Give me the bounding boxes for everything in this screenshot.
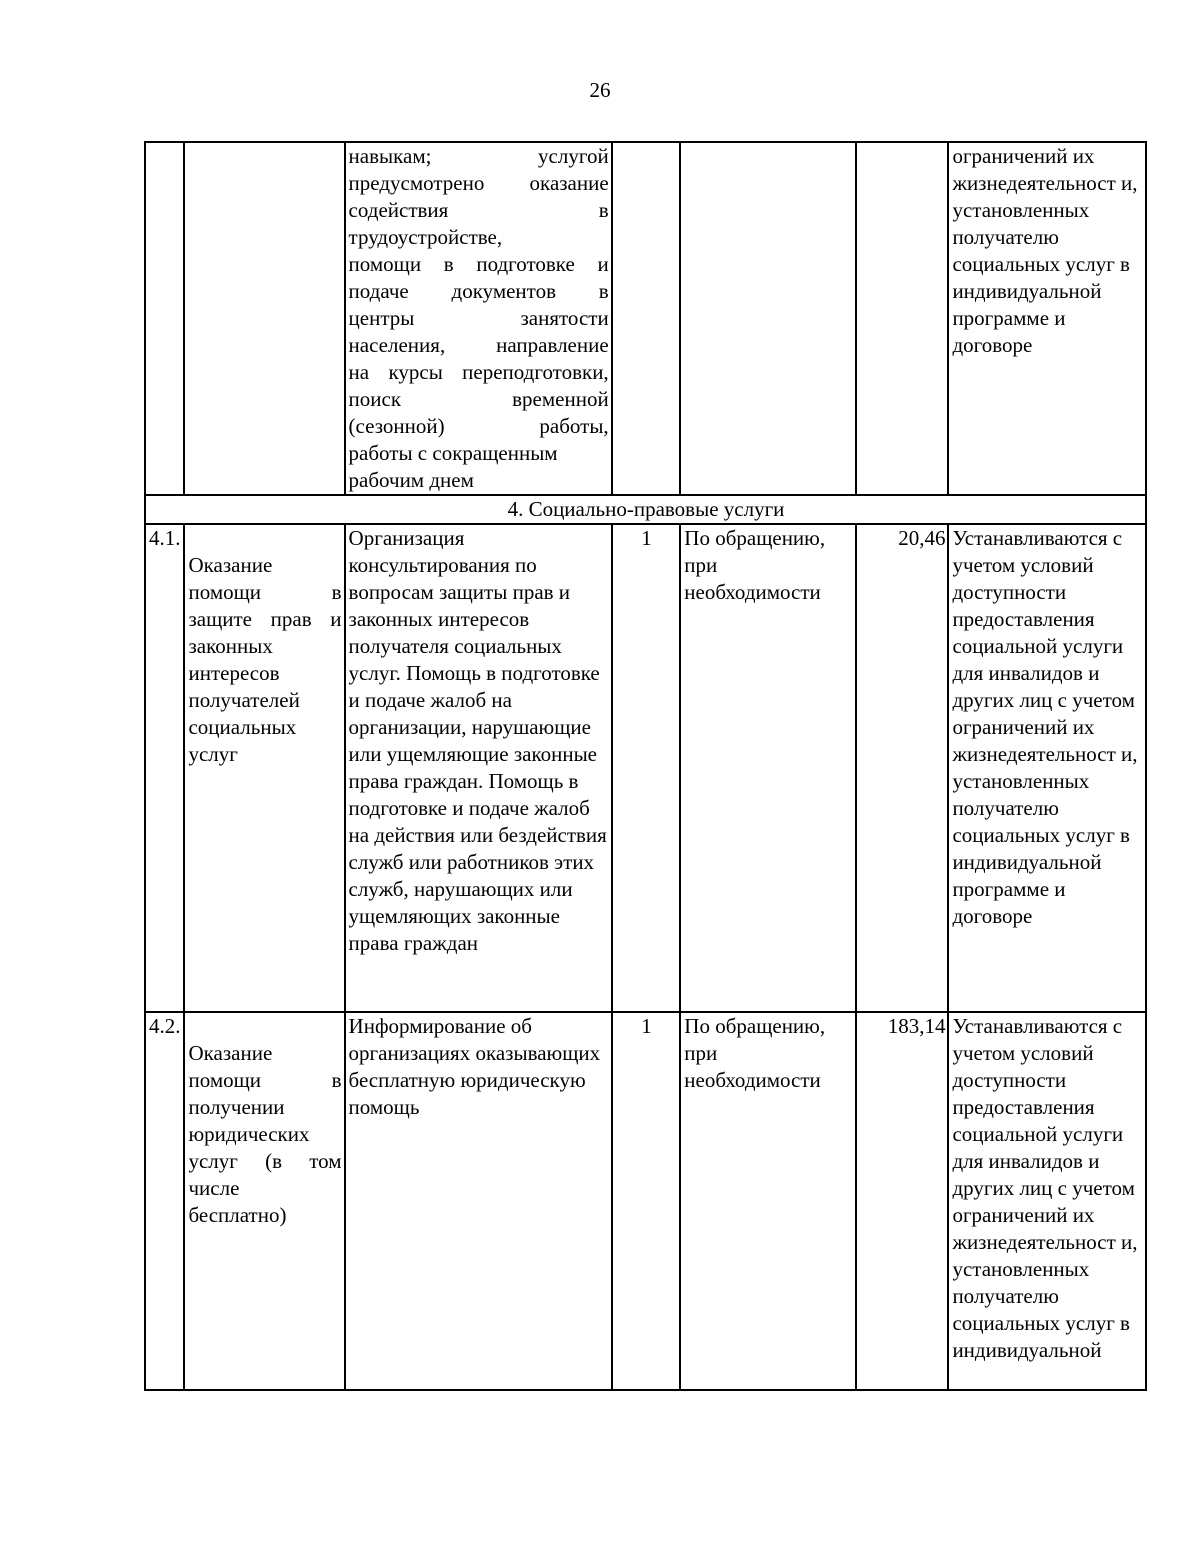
table-row [145,524,1146,1012]
cell-price [856,142,949,495]
cell-price: 20,46 [856,524,949,1012]
table-row-continuation [145,142,1146,495]
cell-volume [612,142,681,495]
cell-volume: 1 [612,524,681,1012]
cell-periodicity: По обращению, при необходимости [680,524,856,1012]
service-name: Оказание помощи в защите прав и законных интересов получателей социальных услуг [188,553,342,766]
section-header-row [145,495,1146,524]
cell-name [184,524,344,1012]
description-line: на курсы переподготовки, [348,360,609,384]
cell-description: Организация консультирования по вопросам защиты прав и законных интересов получателя социальных услуг. Помощь в подготовке и подаче жалоб на организации, нарушающие или ущемляющие законные права граждан. Помощь в подготовке и подаче жалоб на действия или бездействия служб или работников этих служб, нарушающих или ущемляющих законные права граждан [345,524,612,1012]
cell-conditions: ограничений их жизнедеятельност и, установленных получателю социальных услуг в индивидуальной программе и договоре [948,142,1146,495]
table-row [145,1012,1146,1390]
description-line: населения, направление [348,333,609,357]
description-line: поиск временной [348,387,609,411]
description-line: предусмотрено оказание [348,171,609,195]
description-line: рабочим днем [348,468,474,492]
cell-conditions: Устанавливаются с учетом условий доступности предоставления социальной услуги для инвалидов и других лиц с учетом ограничений их жизнедеятельност и, установленных получателю социальных услуг в индивидуальной [948,1012,1146,1390]
cell-price: 183,14 [856,1012,949,1390]
cell-num: 4.1. [145,524,184,1012]
cell-name [184,1012,344,1390]
cell-conditions: Устанавливаются с учетом условий доступности предоставления социальной услуги для инвалидов и других лиц с учетом ограничений их жизнедеятельност и, установленных получателю социальных услуг в индивидуальной программе и договоре [948,524,1146,1012]
cell-volume: 1 [612,1012,681,1390]
description-line: трудоустройстве, [348,225,503,249]
description-line: содействия в [348,198,609,222]
service-name: Оказание помощи в получении юридических услуг (в том числе бесплатно) [188,1041,342,1227]
description-line: подаче документов в [348,279,609,303]
cell-description [345,142,612,495]
services-table [144,141,1147,1391]
description-line: (сезонной) работы, [348,414,609,438]
cell-description: Информирование об организациях оказывающих бесплатную юридическую помощь [345,1012,612,1390]
description-line: помощи в подготовке и [348,252,609,276]
cell-periodicity: По обращению, при необходимости [680,1012,856,1390]
cell-name [184,142,344,495]
cell-num [145,142,184,495]
description-line: навыкам; услугой [348,144,609,168]
description-line: работы с сокращенным [348,441,558,465]
page-number: 26 [589,78,611,102]
cell-num: 4.2. [145,1012,184,1390]
cell-periodicity [680,142,856,495]
section-title: 4. Социально-правовые услуги [145,495,1146,524]
description-line: центры занятости [348,306,609,330]
